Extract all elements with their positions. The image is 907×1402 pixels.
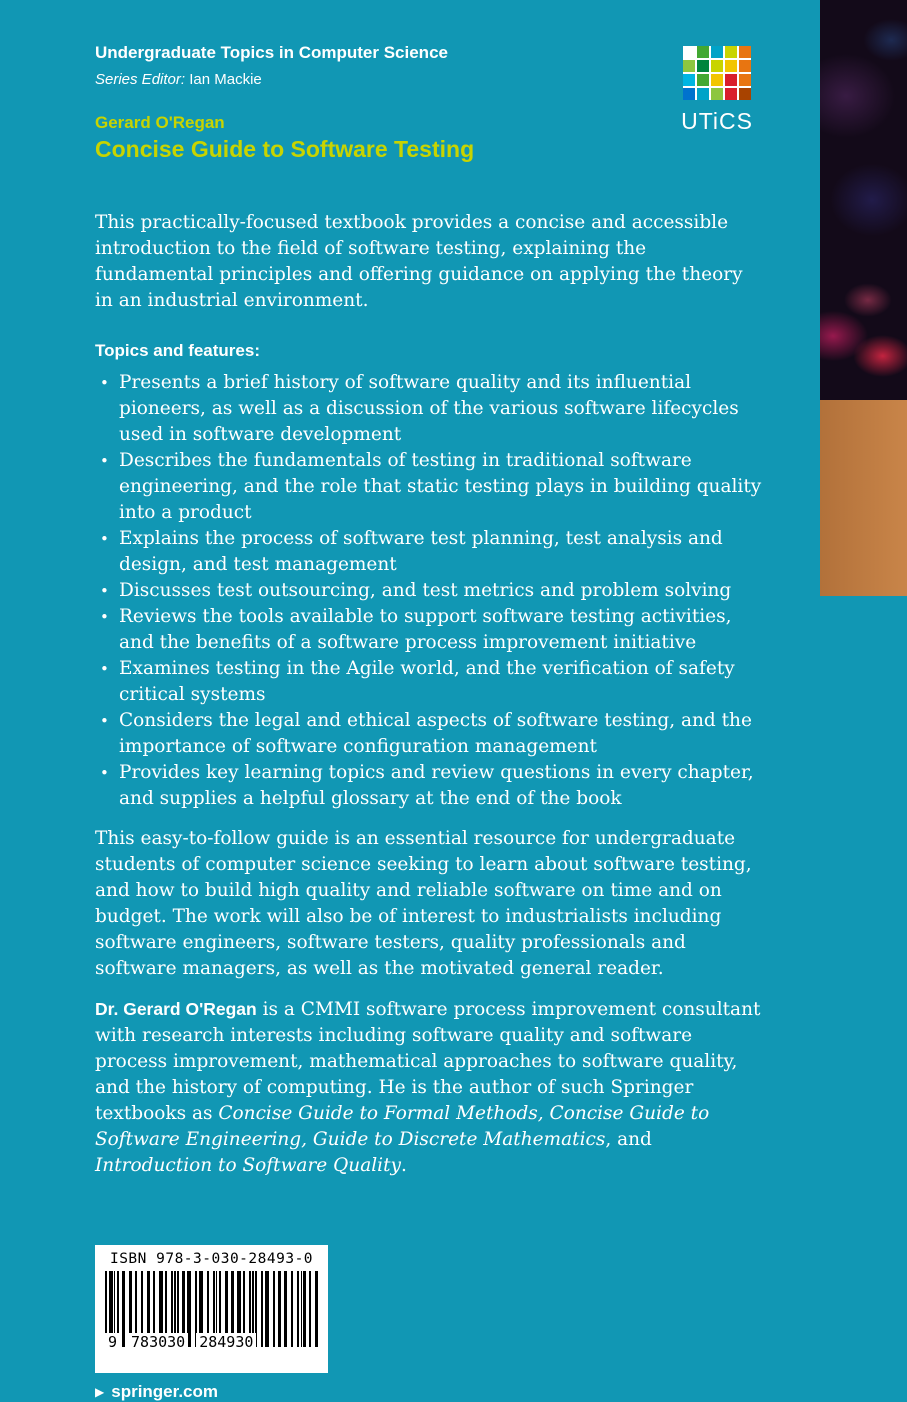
author-name: Gerard O'Regan (95, 113, 225, 132)
feature-text: Describes the fundamentals of testing in traditional software engineering, and the role that static testing plays in building quality into a product (119, 450, 762, 523)
feature-item (95, 708, 765, 760)
outro-paragraph: This easy-to-follow guide is an essential resource for undergraduate students of computer science seeking to learn about software testing, and how to build high quality and reliable software on time and on budget. The work will also be of interest to industrialists including software engineers, software testers, quality professionals and software managers, as well as the motivated general reader. (95, 828, 752, 979)
orange-strip (820, 400, 907, 596)
isbn-barcode-block (95, 1245, 328, 1373)
bullet-icon: • (100, 452, 109, 470)
triangle-icon: ▶ (95, 1385, 105, 1399)
header (95, 42, 765, 164)
feature-text: Discusses test outsourcing, and test metrics and problem solving (119, 580, 732, 601)
bio-text: . (400, 1155, 407, 1176)
feature-item (95, 604, 765, 656)
bio-book-title: Introduction to Software Quality (95, 1155, 401, 1176)
bullet-icon: • (100, 712, 109, 730)
feature-item (95, 760, 765, 812)
barcode-digit-group: 783030 (128, 1333, 188, 1351)
feature-item (95, 578, 765, 604)
bullet-icon: • (100, 608, 109, 626)
author-bio (95, 996, 765, 1179)
bio-author-name: Dr. Gerard O'Regan (95, 999, 257, 1019)
bullet-icon: • (100, 764, 109, 782)
feature-item (95, 448, 765, 526)
series-editor-label: Series Editor: (95, 71, 186, 88)
intro-paragraph: This practically-focused textbook provides a concise and accessible introduction to the field of software testing, explaining the fundamental principles and offering guidance on applying the theory in an industrial environment. (95, 212, 743, 311)
feature-text: Presents a brief history of software quality and its influential pioneers, as well as a discussion of the various software lifecycles used in software development (119, 372, 739, 445)
feature-text: Reviews the tools available to support software testing activities, and the benefits of a software process improvement initiative (119, 606, 732, 653)
bio-text: is a CMMI software process improvement consultant with research interests including software quality and software process improvement, mathematical approaches to software quality, and the history of computing. He is the author of such Springer textbooks as (95, 999, 761, 1124)
barcode-digits (105, 1333, 318, 1351)
feature-item (95, 370, 765, 448)
springer-url: springer.com (111, 1382, 218, 1401)
springer-footer (95, 1382, 765, 1402)
bullet-icon: • (100, 530, 109, 548)
utics-logo-text: UTiCS (681, 108, 753, 134)
features-heading: Topics and features: (95, 341, 260, 360)
feature-text: Considers the legal and ethical aspects of software testing, and the importance of software configuration management (119, 710, 752, 757)
feature-text: Examines testing in the Agile world, and the verification of safety critical systems (119, 658, 735, 705)
bullet-icon: • (100, 582, 109, 600)
barcode-digit-group: 284930 (196, 1333, 256, 1351)
utics-logo-icon (683, 46, 751, 100)
series-editor-name: Ian Mackie (189, 71, 262, 88)
feature-item (95, 526, 765, 578)
feature-text: Explains the process of software test planning, test analysis and design, and test management (119, 528, 723, 575)
header-text (95, 42, 474, 164)
book-title: Concise Guide to Software Testing (95, 136, 475, 162)
series-editor (95, 70, 474, 90)
series-title: Undergraduate Topics in Computer Science (95, 43, 448, 62)
bullet-icon: • (100, 660, 109, 678)
utics-logo-block (681, 42, 753, 134)
barcode-digit-group: 9 (105, 1333, 120, 1351)
bio-text: , and (605, 1129, 652, 1150)
bio-book-titles: Concise Guide to Formal Methods, Concise Guide to Software Engineering, Guide to Discrete Mathematics (95, 1103, 710, 1150)
cover-photo-strip (820, 0, 907, 400)
feature-text: Provides key learning topics and review questions in every chapter, and supplies a helpful glossary at the end of the book (119, 762, 754, 809)
feature-item (95, 656, 765, 708)
bullet-icon: • (100, 374, 109, 392)
features-list (95, 370, 765, 812)
isbn-label: ISBN 978-3-030-28493-0 (109, 1251, 314, 1267)
